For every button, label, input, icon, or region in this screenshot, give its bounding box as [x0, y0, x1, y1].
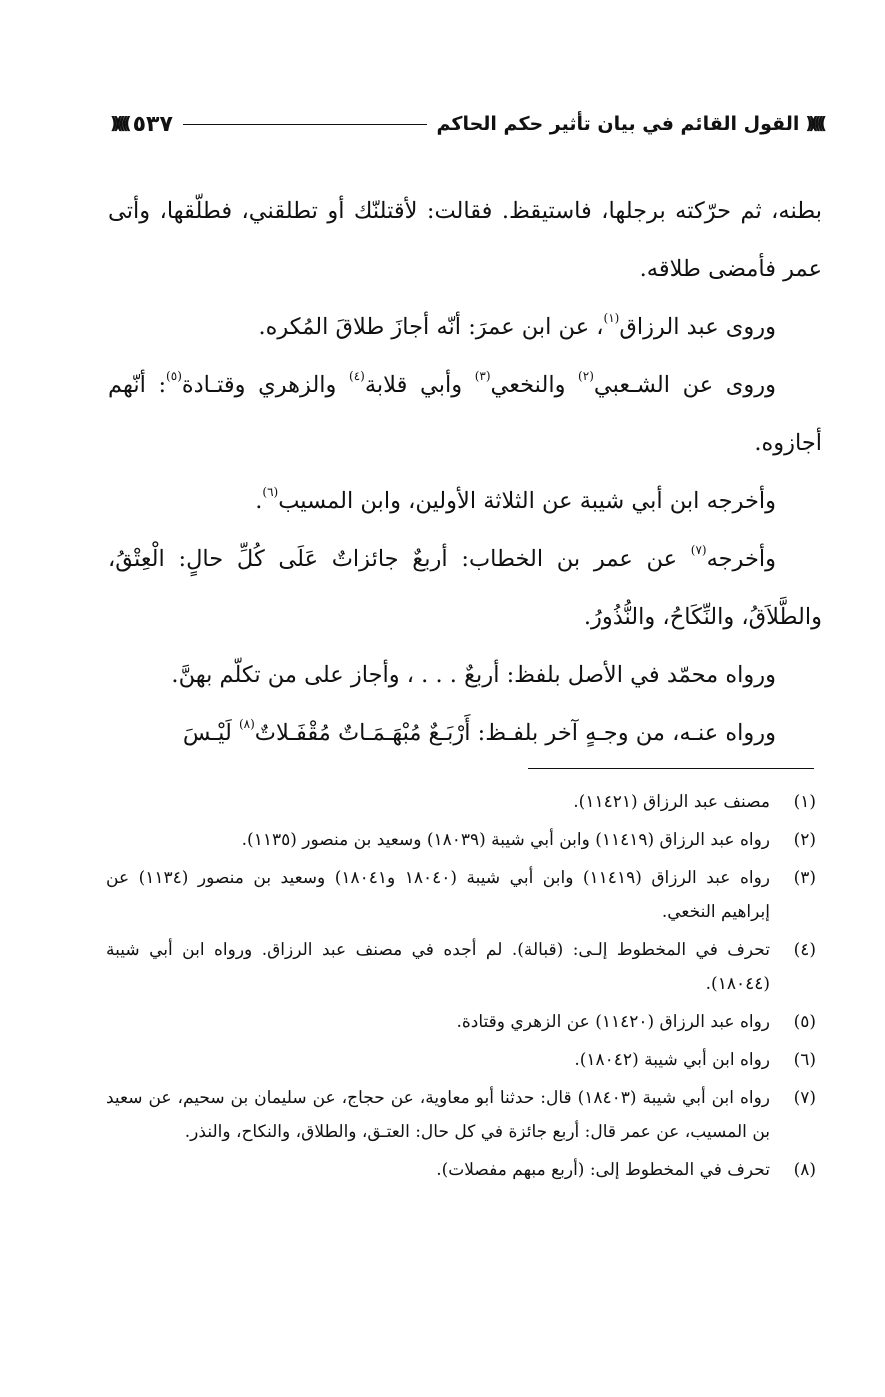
- footnote-ref[interactable]: (٤): [349, 369, 365, 383]
- footnote-item: [106, 785, 816, 819]
- footnote-number: (٧): [793, 1088, 816, 1108]
- footnote-item: [106, 1043, 816, 1077]
- footnote-text: رواه عبد الرزاق (١١٤١٩) وابن أبي شيبة (١٨٠٣٩) وسعيد بن منصور (١١٣٥).: [241, 830, 770, 850]
- text-run: : أنّهم أجازوه.: [108, 372, 822, 456]
- text-run: ورواه عنـه، من وجـهٍ آخر بلفـظ: أَرْبَـعٌ مُبْهَـمَـاتٌ مُقْفَـلاتٌ: [254, 720, 776, 746]
- text-run: عن عمر بن الخطاب: أربعٌ جائزاتٌ عَلَى كُلِّ حالٍ: الْعِتْقُ، والطَّلاَقُ، والنِّكَاحُ، والنُّذُورُ.: [108, 546, 822, 630]
- footnote-ref[interactable]: (٥): [166, 369, 182, 383]
- body-paragraph: [108, 530, 822, 646]
- body-paragraph: [108, 704, 822, 762]
- header-ornament-right: ))))((: [805, 114, 822, 134]
- header-rule: [183, 124, 427, 125]
- footnote-text: تحرف في المخطوط إلـى: (قبالة). لم أجده في مصنف عبد الرزاق. ورواه ابن أبي شيبة (١٨٠٤٤).: [106, 940, 770, 994]
- text-run: وأخرجه: [706, 546, 776, 572]
- footnote-item: [106, 861, 816, 929]
- footnote-ref[interactable]: (٢): [578, 369, 594, 383]
- page-number: ٥٣٧: [132, 111, 173, 137]
- body-paragraph: [108, 356, 822, 472]
- footnote-text: تحرف في المخطوط إلى: (أربع مبهم مفصلات).: [436, 1160, 770, 1180]
- body-paragraph: [108, 298, 822, 356]
- footnote-ref[interactable]: (١): [603, 311, 620, 325]
- footnote-item: [106, 1081, 816, 1149]
- footnote-number: (٦): [793, 1050, 816, 1070]
- footnote-number: (٣): [793, 868, 816, 888]
- footnote-text: رواه عبد الرزاق (١١٤٢٠) عن الزهري وقتادة.: [456, 1012, 770, 1032]
- text-run: وروى عبد الرزاق: [619, 314, 776, 340]
- text-run: وروى عن الشـعبي: [593, 372, 777, 398]
- text-run: والزهري وقتـادة: [181, 372, 350, 398]
- footnote-ref[interactable]: (٣): [474, 369, 491, 383]
- footnote-ref[interactable]: (٧): [690, 543, 707, 557]
- body-paragraph: ورواه محمّد في الأصل بلفظ: أربعٌ . . . ، وأجاز على من تكلّم بهنَّ.: [171, 662, 776, 688]
- footnote-text: رواه ابن أبي شيبة (١٨٠٤٢).: [574, 1050, 770, 1070]
- footnote-number: (١): [793, 792, 816, 812]
- running-header: [110, 104, 822, 144]
- footnote-number: (٤): [793, 940, 816, 960]
- text-run: لَيْـسَ: [182, 720, 239, 746]
- text-run: وأخرجه ابن أبي شيبة عن الثلاثة الأولين، وابن المسيب: [278, 488, 776, 514]
- body-paragraph: بطنه، ثم حرّكته برجلها، فاستيقظ. فقالت: لأقتلنّك أو تطلقني، فطلّقها، وأتى عمر فأمضى طلاقه.: [108, 198, 822, 282]
- header-ornament-left: ))))((: [110, 114, 127, 134]
- text-run: .: [255, 488, 263, 514]
- main-text: [108, 182, 822, 762]
- footnote-text: رواه عبد الرزاق (١١٤١٩) وابن أبي شيبة (١٨٠٤٠ و١٨٠٤١) وسعيد بن منصور (١١٣٤) عن إبراهيم النخعي.: [106, 868, 770, 922]
- footnote-item: [106, 933, 816, 1001]
- footnote-item: [106, 1153, 816, 1187]
- footnotes: [106, 785, 816, 1191]
- footnote-ref[interactable]: (٦): [262, 485, 279, 499]
- footnote-number: (٥): [793, 1012, 816, 1032]
- footnote-item: [106, 1005, 816, 1039]
- text-run: والنخعي: [490, 372, 579, 398]
- footnote-text: مصنف عبد الرزاق (١١٤٢١).: [573, 792, 770, 812]
- text-run: وأبي قلابة: [364, 372, 475, 398]
- footnote-divider: [528, 768, 814, 769]
- footnote-ref[interactable]: (٨): [238, 717, 255, 731]
- running-title: القول القائم في بيان تأثير حكم الحاكم: [436, 113, 800, 135]
- footnote-text: رواه ابن أبي شيبة (١٨٤٠٣) قال: حدثنا أبو معاوية، عن حجاج، عن سليمان بن سحيم، عن سعيد بن المسيب، عن عمر قال: أربع جائزة في كل حال: العتـق، والطلاق، والنكاح، والنذر.: [106, 1088, 770, 1142]
- footnote-item: [106, 823, 816, 857]
- footnote-number: (٢): [793, 830, 816, 850]
- body-paragraph: [108, 472, 822, 530]
- text-run: ، عن ابن عمرَ: أنّه أجازَ طلاقَ المُكره.: [258, 314, 604, 340]
- footnote-number: (٨): [793, 1160, 816, 1180]
